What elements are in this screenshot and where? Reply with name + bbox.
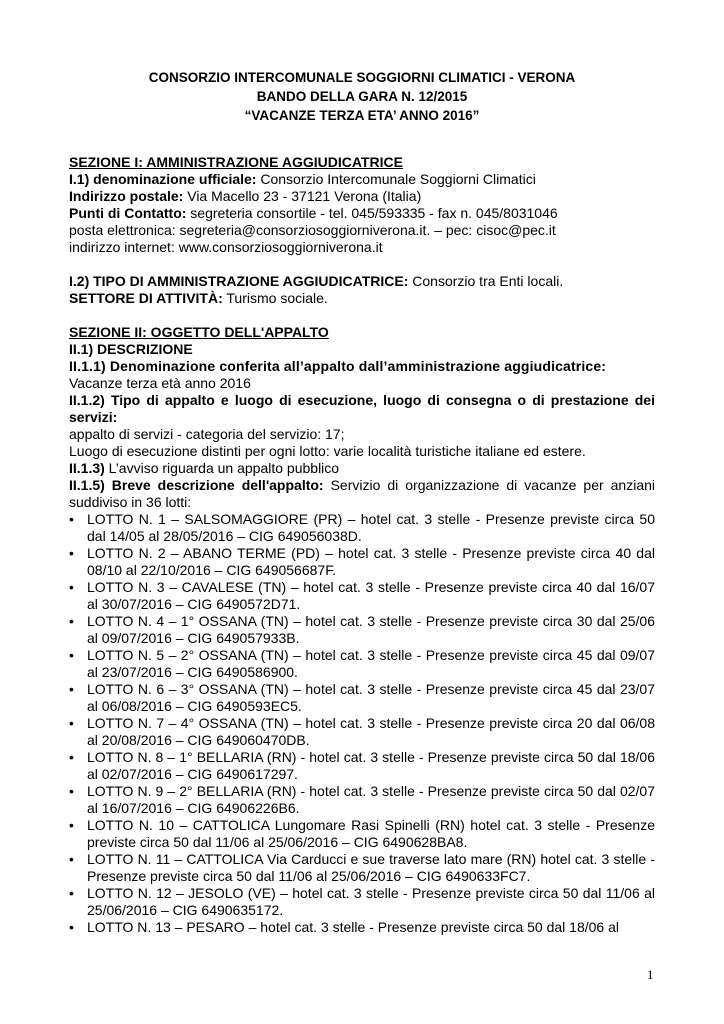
lot-text: LOTTO N. 3 – CAVALESE (TN) – hotel cat. 3 stelle - Presenze previste circa 40 dal 16/07 al 30/07/2016 – CIG 6490572D71. [87,579,655,612]
lot-text: LOTTO N. 10 – CATTOLICA Lungomare Rasi Spinelli (RN) hotel cat. 3 stelle - Presenze previste circa 50 dal 11/06 al 25/06/2016 – CIG 6490628BA8. [87,817,655,850]
ii13-value: L’avviso riguarda un appalto pubblico [104,460,340,476]
ii13-label: II.1.3) [69,460,105,476]
ii12-label: II.1.2) Tipo di appalto e luogo di esecuzione, luogo di consegna o di prestazione dei servizi: [69,392,655,425]
section-1-title: SEZIONE I: AMMINISTRAZIONE AGGIUDICATRICE [69,154,403,170]
bullet-icon: • [69,545,74,561]
bullet-icon: • [69,647,74,663]
list-item [69,885,655,919]
ii15-value: Servizio di organizzazione di vacanze per anziani suddiviso in 36 lotti: [69,477,656,510]
ii11-label: II.1.1) Denominazione conferita all’appalto dall’amministrazione aggiudicatrice: [69,358,607,374]
list-item [69,783,655,817]
email-line: posta elettronica: segreteria@consorziosoggiorniverona.it. – pec: cisoc@pec.it [69,222,556,238]
list-item [69,851,655,885]
lot-text: LOTTO N. 6 – 3° OSSANA (TN) – hotel cat. 3 stelle - Presenze previste circa 45 dal 23/07 al 06/08/2016 – CIG 6490593EC5. [87,681,655,714]
indirizzo-line [69,188,655,205]
lots-list [69,511,655,936]
descrizione-heading: II.1) DESCRIZIONE [69,341,193,357]
contatti-value: segreteria consortile - tel. 045/593335 - fax n. 045/8031046 [186,205,558,221]
bullet-icon: • [69,681,74,697]
lot-text: LOTTO N. 8 – 1° BELLARIA (RN) - hotel cat. 3 stelle - Presenze previste circa 50 dal 18/06 al 02/07/2016 – CIG 6490617297. [87,749,655,782]
denominazione-value: Consorzio Intercomunale Soggiorni Climatici [256,171,536,187]
list-item [69,579,655,613]
indirizzo-label: Indirizzo postale: [69,188,184,204]
lot-text: LOTTO N. 9 – 2° BELLARIA (RN) - hotel cat. 3 stelle - Presenze previste circa 50 dal 02/07 al 16/07/2016 – CIG 64906226B6. [87,783,655,816]
header-line-3: “VACANZE TERZA ETA’ ANNO 2016” [244,108,480,123]
bullet-icon: • [69,851,74,867]
document-body [69,154,655,936]
ii11-heading [69,358,655,375]
bullet-icon: • [69,749,74,765]
settore-line [69,290,655,307]
bullet-icon: • [69,783,74,799]
lot-text: LOTTO N. 4 – 1° OSSANA (TN) – hotel cat. 3 stelle - Presenze previste circa 30 dal 25/06 al 09/07/2016 – CIG 649057933B. [87,613,655,646]
list-item [69,647,655,681]
indirizzo-value: Via Macello 23 - 37121 Verona (Italia) [183,188,422,204]
tipo-value: Consorzio tra Enti locali. [408,273,564,289]
ii15-line [69,477,655,511]
bullet-icon: • [69,579,74,595]
list-item [69,715,655,749]
ii12-line-2: Luogo di esecuzione distinti per ogni lotto: varie località turistiche italiane ed estere. [69,443,586,459]
header-line-1: CONSORZIO INTERCOMUNALE SOGGIORNI CLIMATICI - VERONA [148,70,576,85]
section-2-title: SEZIONE II: OGGETTO DELL'APPALTO [69,324,329,340]
website-line: indirizzo internet: www.consorziosoggiorniverona.it [69,239,383,255]
ii13-line [69,460,655,477]
bullet-icon: • [69,817,74,833]
lot-text: LOTTO N. 7 – 4° OSSANA (TN) – hotel cat. 3 stelle - Presenze previste circa 20 dal 06/08 al 20/08/2016 – CIG 649060470DB. [87,715,655,748]
lot-text: LOTTO N. 1 – SALSOMAGGIORE (PR) – hotel cat. 3 stelle - Presenze previste circa 50 dal 14/05 al 28/05/2016 – CIG 649056038D. [87,511,655,544]
settore-value: Turismo sociale. [222,290,328,306]
denominazione-line [69,171,655,188]
lot-text: LOTTO N. 12 – JESOLO (VE) – hotel cat. 3 stelle - Presenze previste circa 50 dal 11/06 al 25/06/2016 – CIG 6490635172. [87,885,655,918]
list-item [69,817,655,851]
denominazione-label: I.1) denominazione ufficiale: [69,171,257,187]
lot-text: LOTTO N. 13 – PESARO – hotel cat. 3 stelle - Presenze previste circa 50 dal 18/06 al [87,919,619,935]
ii12-line-1: appalto di servizi - categoria del servizio: 17; [69,426,345,442]
list-item [69,681,655,715]
bullet-icon: • [69,613,74,629]
page-number: 1 [647,967,654,982]
lot-text: LOTTO N. 11 – CATTOLICA Via Carducci e sue traverse lato mare (RN) hotel cat. 3 stelle - Presenze previste circa 50 dal 11/06 al 25/06/2016 – CIG 6490633FC7. [87,851,655,884]
contatti-label: Punti di Contatto: [69,205,187,221]
list-item [69,613,655,647]
ii11-value: Vacanze terza età anno 2016 [69,375,251,391]
bullet-icon: • [69,919,74,935]
settore-label: SETTORE DI ATTIVITÀ: [69,290,223,306]
bullet-icon: • [69,511,74,527]
tipo-amministrazione-line [69,273,655,290]
bullet-icon: • [69,715,74,731]
ii15-label: II.1.5) Breve descrizione dell'appalto: [69,477,324,493]
lot-text: LOTTO N. 2 – ABANO TERME (PD) – hotel cat. 3 stelle - Presenze previste circa 40 dal 08/10 al 22/10/2016 – CIG 649056687F. [87,545,655,578]
contatti-line [69,205,655,222]
list-item [69,749,655,783]
list-item [69,919,655,936]
bullet-icon: • [69,885,74,901]
ii12-heading [69,392,655,426]
list-item [69,545,655,579]
lot-text: LOTTO N. 5 – 2° OSSANA (TN) – hotel cat. 3 stelle - Presenze previste circa 45 dal 09/07 al 23/07/2016 – CIG 6490586900. [87,647,655,680]
document-header [60,68,664,125]
list-item [69,511,655,545]
tipo-label: I.2) TIPO DI AMMINISTRAZIONE AGGIUDICATRICE: [69,273,409,289]
header-line-2: BANDO DELLA GARA N. 12/2015 [256,89,468,104]
